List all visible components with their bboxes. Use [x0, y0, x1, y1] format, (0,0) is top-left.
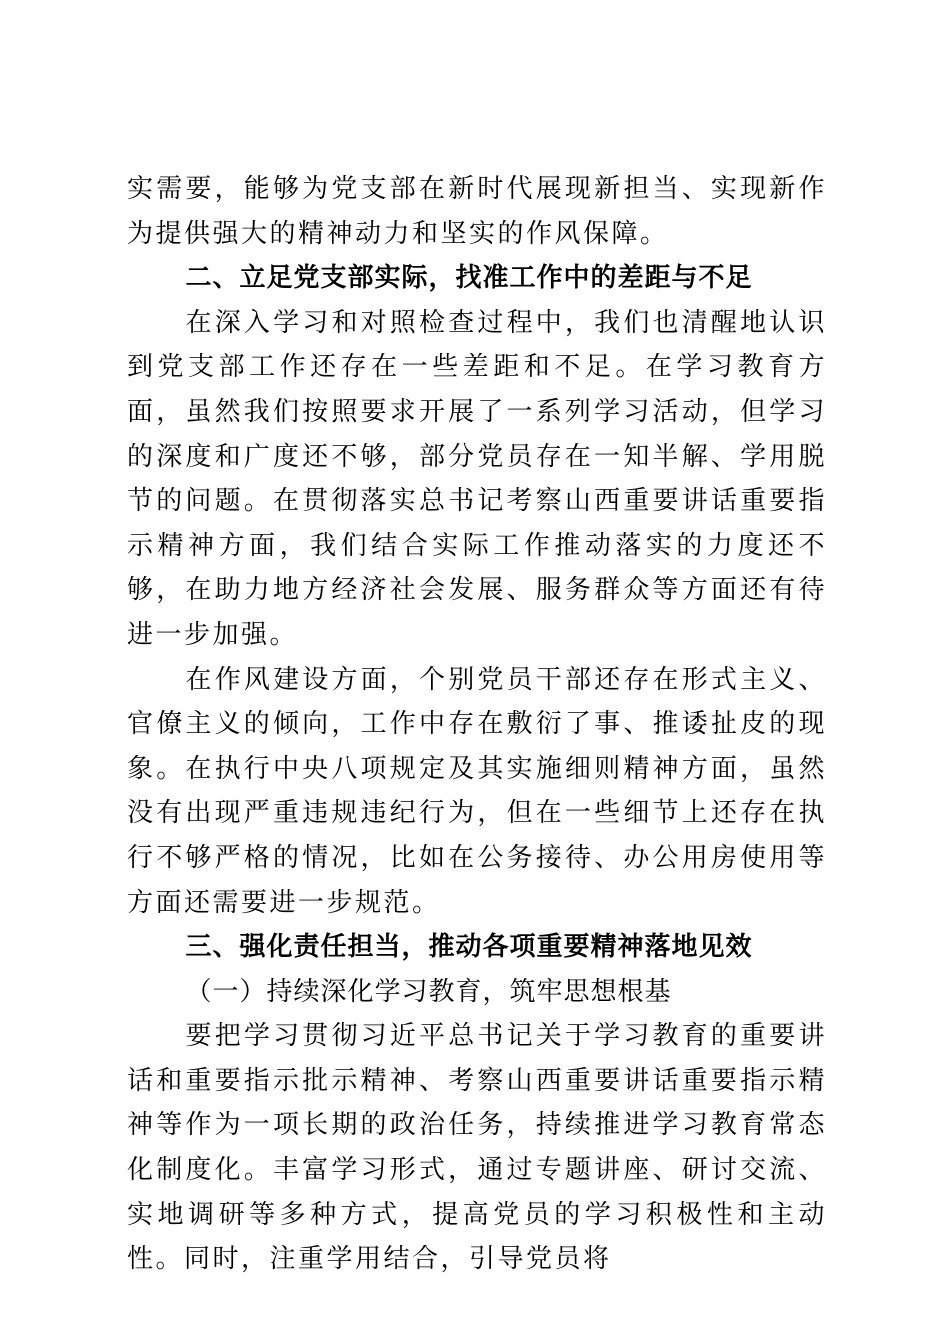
paragraph: 要把学习贯彻习近平总书记关于学习教育的重要讲话和重要指示批示精神、考察山西重要讲话重要指示精神等作为一项长期的政治任务，持续推进学习教育常态化制度化。丰富学习形式，通过专题讲座、研讨交流、实地调研等多种方式，提高党员的学习积极性和主动性。同时，注重学用结合，引导党员将 [127, 1021, 827, 1275]
paragraph: 在作风建设方面，个别党员干部还存在形式主义、官僚主义的倾向，工作中存在敷衍了事、推诿扯皮的现象。在执行中央八项规定及其实施细则精神方面，虽然没有出现严重违规违纪行为，但在一些细节上还存在执行不够严格的情况，比如在公务接待、办公用房使用等方面还需要进一步规范。 [127, 664, 827, 918]
document-body [127, 167, 827, 1282]
paragraph: 在深入学习和对照检查过程中，我们也清醒地认识到党支部工作还存在一些差距和不足。在学习教育方面，虽然我们按照要求开展了一系列学习活动，但学习的深度和广度还不够，部分党员存在一知半解、学用脱节的问题。在贯彻落实总书记考察山西重要讲话重要指示精神方面，我们结合实际工作推动落实的力度还不够，在助力地方经济社会发展、服务群众等方面还有待进一步加强。 [127, 307, 827, 650]
subsection-heading-1: （一）持续深化学习教育，筑牢思想根基 [185, 976, 672, 1007]
paragraph-continued: 实需要，能够为党支部在新时代展现新担当、实现新作为提供强大的精神动力和坚实的作风保障。 [127, 174, 827, 249]
section-heading-2: 二、立足党支部实际，找准工作中的差距与不足 [185, 263, 753, 294]
section-heading-3: 三、强化责任担当，推动各项重要精神落地见效 [185, 932, 753, 963]
